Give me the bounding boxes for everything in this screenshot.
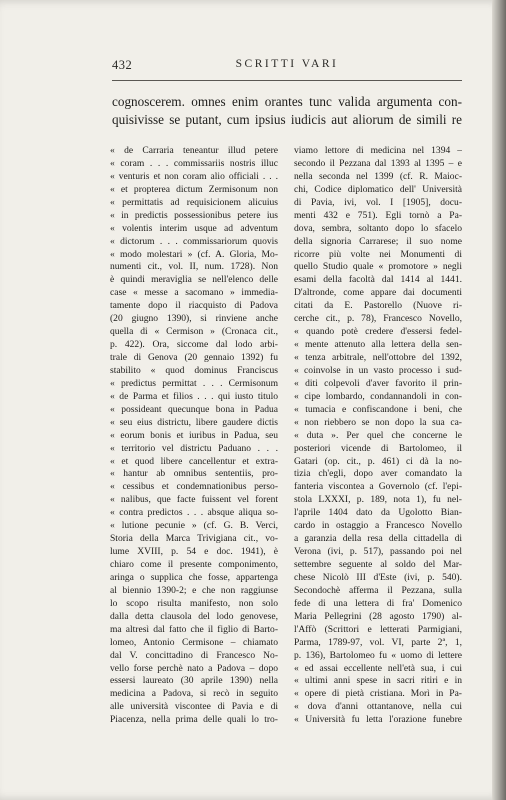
right-column-line: Parma, 1789-97, vol. VI, parte 2ª, 1, [294, 636, 462, 648]
left-column-line: Storia della Marca Trivigiana cit., vo- [110, 533, 278, 545]
left-column [110, 145, 278, 727]
left-column-line: dalla detta clausola del lodo genovese, [110, 610, 278, 622]
right-column-line: ricorre più volte nei Monumenti di [294, 248, 462, 260]
left-column-line: stabilito « quod dominus Franciscus [110, 364, 278, 376]
left-column-line: « possideant quecunque bona in Padua [110, 403, 278, 415]
left-column-line: dal V. concittadino di Francesco No- [110, 649, 278, 661]
left-column-line: « territorio vel districtu Paduano . . . [110, 442, 278, 454]
right-column-line: cerche cit., p. 78), Francesco Novello, [294, 313, 462, 325]
right-column-line: fanteria viscontea a Governolo (cf. l'epi- [294, 481, 462, 493]
right-column-line: Verona (ivi, p. 517), passando poi nel [294, 546, 462, 558]
left-column-line: « in predictis possessionibus petere ius [110, 209, 278, 221]
right-column-line: Secondochè afferma il Pezzana, sulla [294, 584, 462, 596]
header-rule [112, 80, 462, 81]
right-column-line: « duta ». Per quel che concerne le [294, 429, 462, 441]
right-column-line: « tenza arbitrale, nell'ottobre del 1392, [294, 352, 462, 363]
page-header [112, 58, 462, 78]
right-column-line: Maria Pellegrini (28 agosto 1790) al- [294, 610, 462, 622]
right-column-line: stola LXXXI, p. 189, nota 1), fu nel- [294, 494, 462, 506]
left-column-line: trale di Genova (20 gennaio 1392) fu [110, 352, 278, 363]
right-column-line: viamo lettore di medicina nel 1394 – [294, 145, 462, 156]
left-column-line: è quindi meraviglia se nell'elenco delle [110, 274, 278, 286]
left-column-line: « et propterea dictum Zermisonum non [110, 183, 278, 195]
right-column-line: a garanzia della resa della cittadella di [294, 533, 462, 545]
left-column-line: alle università viscontee di Pavia e di [110, 701, 278, 713]
left-column-line: « de Carraria teneantur illud petere [110, 145, 278, 156]
left-column-line: ma altresì dal fatto che il figlio di Barto- [110, 623, 278, 635]
left-column-line: lo scopo risulta manifesto, non solo [110, 597, 278, 609]
left-column-line: « lutione pecunie » (cf. G. B. Verci, [110, 520, 278, 532]
right-column-line: citati da E. Pastorello (Nuove ri- [294, 300, 462, 312]
right-column-line: menti 432 e 751). Egli tornò a Pa- [294, 209, 462, 221]
right-column-line: Gatari (op. cit., p. 461) ci dà la no- [294, 455, 462, 467]
left-column-line: « hantur ab omnibus sententiis, pro- [110, 468, 278, 480]
right-column-line: « mente attenuto alla lettera della sen- [294, 339, 462, 351]
left-column-line: essersi laureato (30 aprile 1390) nella [110, 675, 278, 687]
left-column-line: « predictus permittat . . . Cermisonum [110, 377, 278, 389]
right-column-line: secondo il Pezzana dal 1393 al 1395 – e [294, 157, 462, 169]
right-column-line: nella seconda nel 1399 (cf. R. Maioc- [294, 170, 462, 182]
left-column-line: quella di « Cermison » (Cronaca cit., [110, 326, 278, 338]
right-column-line: tizia ch'egli, dopo aver comandato la [294, 468, 462, 480]
left-column-line: tamente dopo il riacquisto di Padova [110, 300, 278, 312]
right-column-line: della signoria Carrarese; il suo nome [294, 235, 462, 247]
right-column-line: « coinvolse in un vasto processo i sud- [294, 364, 462, 376]
left-column-line: « de Parma et filios . . . qui iusto titulo [110, 390, 278, 402]
left-column-line: case « messe a sacomano » immedia- [110, 287, 278, 299]
left-column-line: « nalibus, que facte fuissent vel forent [110, 494, 278, 506]
right-column-line: « cipe lombardo, condannandoli in con- [294, 390, 462, 402]
left-column-line: numenti cit., vol. II, num. 1728). Non [110, 261, 278, 273]
right-column-line: quello Studio quale « promotore » negli [294, 261, 462, 273]
right-column-line: l'aprile 1404 dato da Ugolotto Bian- [294, 507, 462, 519]
left-column-line: « eorum bonis et iuribus in Padua, seu [110, 429, 278, 441]
left-column-line: Piacenza, nella prima delle quali lo tro- [110, 714, 278, 726]
right-column-line: chi, Codice diplomatico dell' Università [294, 183, 462, 195]
left-column-line: « contra predictos . . . absque aliqua so- [110, 507, 278, 519]
left-column-line: « coram . . . commissariis nostris illuc [110, 157, 278, 169]
intro-line: cognoscerem. omnes enim orantes tunc valida argumenta con- [112, 94, 462, 109]
left-column-line: (20 giugno 1390), si rinviene anche [110, 313, 278, 325]
left-column-line: aringa o supplica che fosse, appartenga [110, 571, 278, 583]
left-column-line: medicina a Padova, si recò in seguito [110, 688, 278, 700]
left-column-line: « permittatis ad requisicionem alicuius [110, 196, 278, 208]
left-column-line: « cessibus et condemnationibus perso- [110, 481, 278, 493]
left-column-line: al biennio 1390-2; e che non raggiunse [110, 584, 278, 596]
intro-line: quisivisse se putant, cum ipsius iudicis aut aliorum de simili re [112, 112, 462, 127]
right-column-line: posteriori vicende di Bartolomeo, il [294, 442, 462, 454]
right-column-line: « non riebbero se non dopo la sua ca- [294, 416, 462, 428]
right-column-line: cardo in ostaggio a Francesco Novello [294, 520, 462, 532]
right-column-line: fede di una lettera di fra' Domenico [294, 597, 462, 609]
right-column [294, 145, 462, 727]
right-column-line: p. 136), Bartolomeo fu « uomo di lettere [294, 649, 462, 661]
right-column-line: chese Nicolò III d'Este (ivi, p. 540). [294, 571, 462, 583]
right-column-line: « diti colpevoli d'aver favorito il prin- [294, 377, 462, 389]
left-column-line: « seu eius districtu, libere gaudere dictis [110, 416, 278, 428]
left-column-line: « dictorum . . . commissariorum quovis [110, 235, 278, 247]
right-column-line: « quando potè credere d'essersi fedel- [294, 326, 462, 338]
left-column-line: lomeo, Antonio Cermisone – chiamato [110, 636, 278, 648]
left-column-line: vello forse perchè nato a Padova – dopo [110, 662, 278, 674]
left-column-line: p. 422). Ora, siccome dal lodo arbi- [110, 339, 278, 351]
right-column-line: « dova d'anni ottantanove, nella cui [294, 701, 462, 713]
left-column-line: « modo molestari » (cf. A. Gloria, Mo- [110, 248, 278, 260]
running-head: SCRITTI VARI [235, 58, 339, 70]
right-column-line: « tumacia e confiscandone i beni, che [294, 403, 462, 415]
intro-paragraph [112, 93, 462, 129]
right-column-line: dova, sembra, soltanto dopo lo sfacelo [294, 222, 462, 234]
right-column-line: « ultimi anni spese in sacri ritiri e in [294, 675, 462, 687]
left-column-line: lume XVIII, p. 54 e doc. 1941), è [110, 546, 278, 558]
right-column-line: settembre seguente al soldo del Mar- [294, 559, 462, 570]
right-column-line: « ed assai eccellente nell'età sua, i cui [294, 662, 462, 674]
left-column-line: chiaro come il presente componimento, [110, 559, 278, 570]
left-column-line: « venturis et non coram alio officiali . . . [110, 170, 278, 182]
right-column-line: l'Affò (Scrittori e letterati Parmigiani, [294, 623, 462, 635]
left-column-line: « volentis interim usque ad adventum [110, 222, 278, 234]
left-column-line: « et quod libere cancellentur et extra- [110, 455, 278, 467]
right-column-line: di Pavia, ivi, vol. I [1905], docu- [294, 196, 462, 208]
right-column-line: « opere di pietà cristiana. Morì in Pa- [294, 688, 462, 700]
page-number: 432 [112, 58, 133, 72]
right-column-line: D'altronde, come appare dai documenti [294, 287, 462, 299]
right-column-line: « Università fu letta l'orazione funebre [294, 714, 462, 726]
right-column-line: esami della facoltà dal 1414 al 1441. [294, 274, 462, 286]
